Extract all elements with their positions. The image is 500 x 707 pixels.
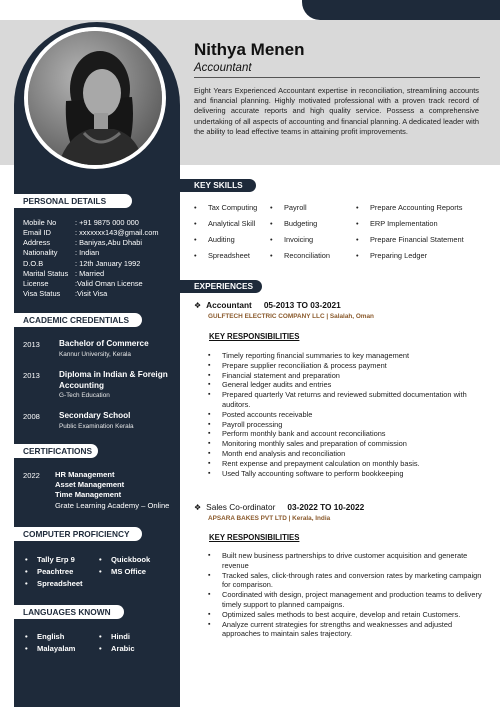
list-item: ▪ Payroll processing (222, 420, 482, 430)
skill-item: • Prepare Financial Statement (370, 235, 464, 244)
list-item: ▪ General ledger audits and entries (222, 380, 482, 390)
personal-details-heading: PERSONAL DETAILS (14, 194, 132, 208)
list-item: ▪ Coordinated with design, project management and production teams to delivery timely support to planned campaigns. (222, 590, 482, 610)
list-item: ▪ Monitoring monthly sales and preparation of commission (222, 439, 482, 449)
responsibilities-list (222, 351, 482, 478)
job-company: GULFTECH ELECTRIC COMPANY LLC | Salalah, Oman (208, 313, 374, 320)
skill-item: • Budgeting (284, 219, 317, 228)
edu-year: 2013 (23, 340, 40, 349)
cert-provider: Grate Learning Academy – Online (55, 501, 170, 510)
cert-year: 2022 (23, 471, 40, 480)
personal-row: Nationality : Indian (23, 248, 100, 257)
edu-title: Diploma in Indian & Foreign Accounting (59, 370, 168, 390)
edu-year: 2008 (23, 412, 40, 421)
list-item: ▪ Rent expense and prepayment calculation on monthly basis. (222, 459, 482, 469)
personal-row: Email ID : xxxxxxx143@gmail.com (23, 228, 159, 237)
computer-heading: COMPUTER PROFICIENCY (14, 527, 142, 541)
header-accent-bar (302, 0, 500, 20)
key-skills-heading: KEY SKILLS (180, 179, 256, 192)
edu-year: 2013 (23, 371, 40, 380)
diamond-icon: ❖ (194, 301, 202, 310)
language: • Hindi (111, 632, 130, 641)
job-header: ❖ Sales Co-ordinator 03-2022 TO 10-2022 (194, 502, 365, 512)
personal-row: D.O.B : 12th January 1992 (23, 259, 141, 268)
edu-institution: G-Tech Education (59, 392, 110, 399)
skill-item: • Tax Computing (208, 203, 257, 212)
language: • Arabic (111, 644, 135, 653)
profile-photo (28, 31, 162, 165)
list-item: ▪ Tracked sales, click-through rates and conversion rates by marketing campaign for comparison. (222, 571, 482, 591)
personal-row: Address : Baniyas,Abu Dhabi (23, 238, 142, 247)
responsibilities-title: KEY RESPONSIBILITIES (209, 332, 300, 341)
skill-item: • Spreadsheet (208, 251, 250, 260)
edu-institution: Public Examination Kerala (59, 423, 134, 430)
edu-title: Bachelor of Commerce (59, 339, 149, 348)
job-company: APSARA BAKES PVT LTD | Kerala, India (208, 515, 331, 522)
list-item: ▪ Financial statement and preparation (222, 371, 482, 381)
diamond-icon: ❖ (194, 503, 202, 512)
personal-row: Marital Status : Married (23, 269, 105, 278)
skill-item: • Reconciliation (284, 251, 330, 260)
language: • English (37, 632, 64, 641)
responsibilities-list (222, 551, 482, 639)
list-item: ▪ Used Tally accounting software to perform bookkeeping (222, 469, 482, 479)
experiences-heading: EXPERIENCES (180, 280, 262, 293)
profile-summary: Eight Years Experienced Accountant expertise in reconciliation, streamlining accounts and financial planning. Highly motivated professional with a proven track record of delivering accurate reports and high quality service. Possess a comprehensive undertaking of all aspects of accounting and financial planning. A dedicated leader with the ability to lead effective teams in attaining profit improvements. (194, 86, 479, 136)
skill-item: • Auditing (208, 235, 235, 244)
cert-item: Asset Management (55, 480, 125, 489)
computer-skill: • Tally Erp 9 (37, 555, 75, 564)
list-item: ▪ Prepared quarterly Vat returns and reviewed submitted documentation with auditors. (222, 390, 482, 410)
computer-skill: • Quickbook (111, 555, 150, 564)
edu-title: Secondary School (59, 411, 131, 420)
computer-skill: • MS Office (111, 567, 146, 576)
candidate-name: Nithya Menen (194, 40, 305, 59)
list-item: ▪ Prepare supplier reconciliation & process payment (222, 361, 482, 371)
skill-item: • Payroll (284, 203, 307, 212)
list-item: ▪ Built new business partnerships to drive customer acquisition and generate revenue (222, 551, 482, 571)
personal-row: Mobile No : +91 9875 000 000 (23, 218, 139, 227)
language: • Malayalam (37, 644, 75, 653)
list-item: ▪ Optimized sales methods to best acquire, develop and retain Customers. (222, 610, 482, 620)
academic-heading: ACADEMIC CREDENTIALS (14, 313, 142, 327)
skill-item: • ERP Implementation (370, 219, 438, 228)
languages-heading: LANGUAGES KNOWN (14, 605, 124, 619)
list-item: ▪ Month end analysis and reconciliation (222, 449, 482, 459)
cert-item: HR Management (55, 470, 115, 479)
candidate-role: Accountant (194, 62, 252, 74)
skill-item: • Invoicing (284, 235, 313, 244)
skill-item: • Preparing Ledger (370, 251, 427, 260)
cert-item: Time Management (55, 490, 122, 499)
list-item: ▪ Posted accounts receivable (222, 410, 482, 420)
responsibilities-title: KEY RESPONSIBILITIES (209, 533, 300, 542)
edu-institution: Kannur University, Kerala (59, 351, 131, 358)
personal-row: License :Valid Oman License (23, 279, 143, 288)
list-item: ▪ Timely reporting financial summaries to key management (222, 351, 482, 361)
skill-item: • Prepare Accounting Reports (370, 203, 462, 212)
list-item: ▪ Perform monthly bank and account reconciliations (222, 429, 482, 439)
computer-skill: • Peachtree (37, 567, 73, 576)
list-item: ▪ Analyze current strategies for strengths and weaknesses and adjusted approaches to maintain sales trajectory. (222, 620, 482, 640)
computer-skill: • Spreadsheet (37, 579, 83, 588)
personal-row: Visa Status :Visit Visa (23, 289, 108, 298)
skill-item: • Analytical Skill (208, 219, 255, 228)
job-header: ❖ Accountant 05-2013 TO 03-2021 (194, 300, 341, 310)
role-divider (194, 77, 480, 78)
certifications-heading: CERTIFICATIONS (14, 444, 98, 458)
